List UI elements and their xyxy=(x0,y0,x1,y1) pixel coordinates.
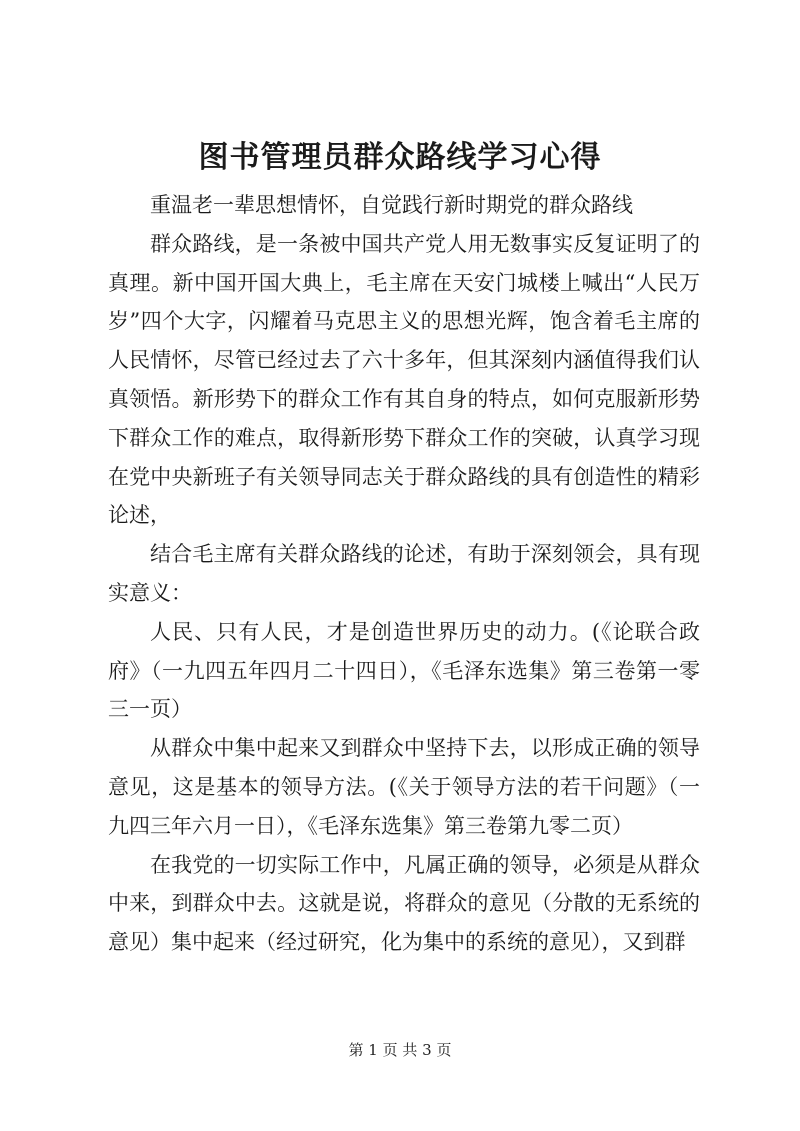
document-title: 图书管理员群众路线学习心得 xyxy=(198,140,602,175)
paragraph-subtitle: 重温老一辈思想情怀，自觉践行新时期党的群众路线 xyxy=(150,193,633,217)
paragraph: 结合毛主席有关群众路线的论述，有助于深刻领会，具有现实意义： xyxy=(108,542,700,605)
page-number-footer: 第 1 页 共 3 页 xyxy=(348,1041,452,1059)
paragraph: 群众路线，是一条被中国共产党人用无数事实反复证明了的真理。新中国开国大典上，毛主席在天安门城楼上喊出“人民万岁”四个大字，闪耀着马克思主义的思想光辉，饱含着毛主席的人民情怀，尽管已经过去了六十多年，但其深刻内涵值得我们认真领悟。新形势下的群众工作有其自身的特点，如何克服新形势下群众工作的难点，取得新形势下群众工作的突破，认真学习现在党中央新班子有关领导同志关于群众路线的具有创造性的精彩论述， xyxy=(108,231,700,528)
document-body xyxy=(108,186,700,962)
paragraph-quote: 从群众中集中起来又到群众中坚持下去，以形成正确的领导意见，这是基本的领导方法。(《关于领导方法的若干问题》（一九四三年六月一日），《毛泽东选集》第三卷第九零二页） xyxy=(108,736,700,838)
paragraph: 在我党的一切实际工作中，凡属正确的领导，必须是从群众中来，到群众中去。这就是说，将群众的意见（分散的无系统的意见）集中起来（经过研究，化为集中的系统的意见），又到群 xyxy=(108,852,700,955)
paragraph-quote: 人民、只有人民，才是创造世界历史的动力。(《论联合政府》（一九四五年四月二十四日），《毛泽东选集》第三卷第一零三一页） xyxy=(108,619,700,722)
